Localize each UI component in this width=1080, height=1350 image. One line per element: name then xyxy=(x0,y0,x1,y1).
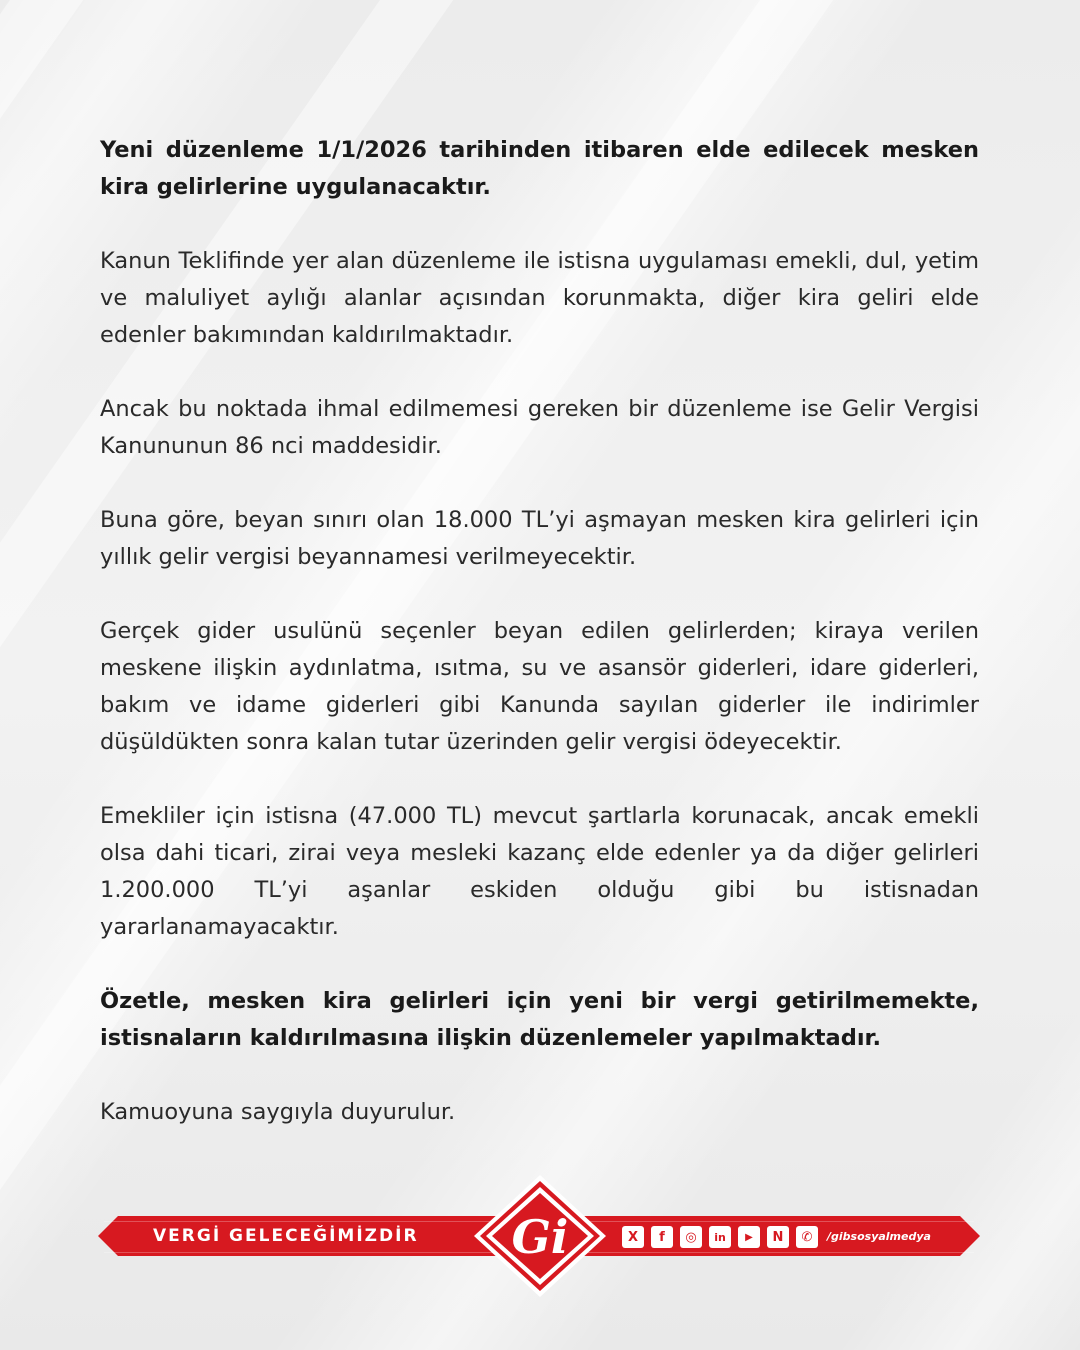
paragraph-article-86: Ancak bu noktada ihmal edilmemesi gereken bir düzenleme ise Gelir Vergisi Kanununun 86 nci maddesidir. xyxy=(100,396,979,459)
paragraph-exemption: Kanun Teklifinde yer alan düzenleme ile istisna uygulaması emekli, dul, yetim ve maluliyet aylığı alanlar açısından korunmakta, diğer kira geliri elde edenler bakımından kaldırılmaktadır. xyxy=(100,248,979,348)
paragraph-retirees: Emekliler için istisna (47.000 TL) mevcut şartlarla korunacak, ancak emekli olsa dahi ticari, zirai veya mesleki kazanç elde edenler ya da diğer gelirleri 1.200.000 TL’yi aşanlar eskiden olduğu gibi bu istisnadan yararlanamayacaktır. xyxy=(100,803,979,940)
logo-letter: Gi xyxy=(511,1210,569,1264)
paragraph-closing: Kamuoyuna saygıyla duyurulur. xyxy=(100,1099,456,1125)
slogan: VERGİ GELECEĞİMİZDİR xyxy=(153,1226,419,1246)
x-icon[interactable]: X xyxy=(622,1226,644,1248)
gib-logo xyxy=(470,1173,610,1299)
facebook-icon[interactable]: f xyxy=(651,1226,673,1248)
social-handle[interactable]: /gibsosyalmedya xyxy=(827,1230,931,1243)
social-icons xyxy=(622,1226,818,1248)
footer xyxy=(0,1170,1080,1310)
nsosyal-icon[interactable]: N xyxy=(767,1226,789,1248)
whatsapp-icon[interactable]: ✆ xyxy=(796,1226,818,1248)
instagram-icon[interactable]: ◎ xyxy=(680,1226,702,1248)
paragraph-summary: Özetle, mesken kira gelirleri için yeni bir vergi getirilmemekte, istisnaların kaldırılmasına ilişkin düzenlemeler yapılmaktadır. xyxy=(100,988,979,1051)
paragraph-intro: Yeni düzenleme 1/1/2026 tarihinden itibaren elde edilecek mesken kira gelirlerine uygulanacaktır. xyxy=(100,137,979,200)
youtube-icon[interactable]: ▶ xyxy=(738,1226,760,1248)
paragraph-declaration-limit: Buna göre, beyan sınırı olan 18.000 TL’yi aşmayan mesken kira gelirleri için yıllık gelir vergisi beyannamesi verilmeyecektir. xyxy=(100,507,979,570)
paragraph-actual-expense: Gerçek gider usulünü seçenler beyan edilen gelirlerden; kiraya verilen meskene ilişkin aydınlatma, ısıtma, su ve asansör giderleri, idare giderleri, bakım ve idame giderleri gibi Kanunda sayılan giderler ile indirimler düşüldükten sonra kalan tutar üzerinden gelir vergisi ödeyecektir. xyxy=(100,618,979,755)
linkedin-icon[interactable]: in xyxy=(709,1226,731,1248)
announcement-body xyxy=(100,132,979,1131)
